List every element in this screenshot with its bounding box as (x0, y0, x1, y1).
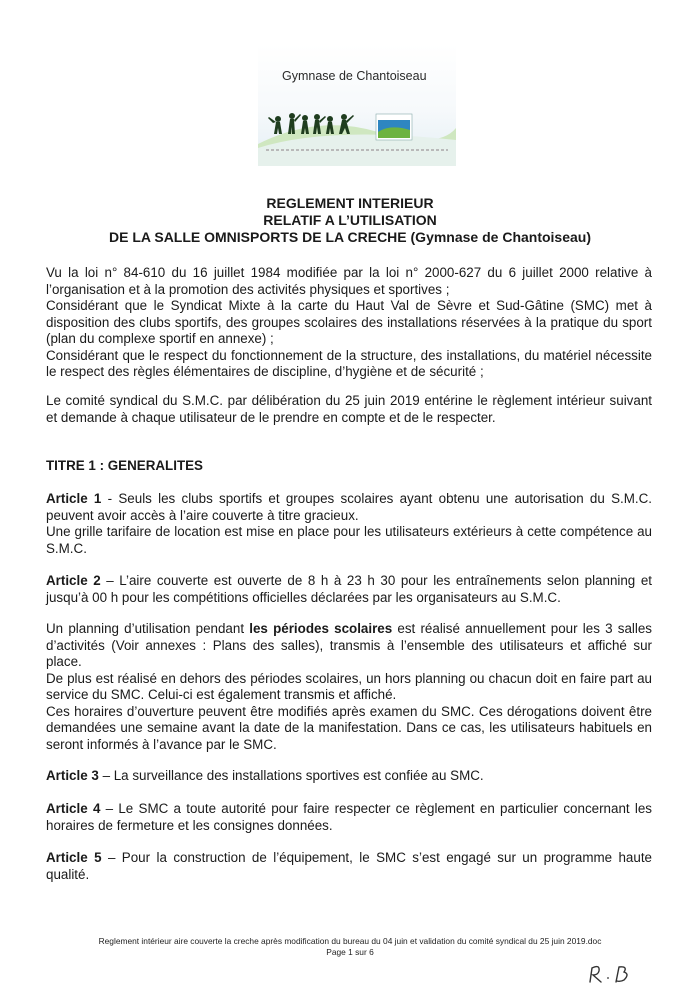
preamble-block (46, 265, 652, 381)
article-1-paragraph-2: Une grille tarifaire de location est mise en place pour les utilisateurs extérieurs à cette compétence au S.M.C. (46, 524, 652, 556)
preamble-paragraph-4: Le comité syndical du S.M.C. par délibération du 25 juin 2019 entérine le règlement intérieur suivant et demande à chaque utilisateur de le prendre en compte et de le respecter. (46, 393, 652, 425)
planning-bold-text: les périodes scolaires (249, 621, 393, 636)
handwritten-initials-signature (586, 962, 666, 986)
planning-text-pre: Un planning d’utilisation pendant (46, 621, 250, 636)
article-4-label: Article 4 (46, 801, 101, 816)
title-line-2: RELATIF A L’UTILISATION (263, 212, 437, 228)
article-1-label: Article 1 (46, 491, 102, 506)
article-5-label: Article 5 (46, 850, 102, 865)
article-2 (46, 573, 652, 606)
logo-badge-icon (376, 114, 412, 140)
logo-graphic (258, 44, 456, 166)
footer-filename: Reglement intérieur aire couverte la creche après modification du bureau du 04 juin et validation du comité syndical du 25 juin 2019.doc (98, 936, 602, 946)
article-2-text: – L’aire couverte est ouverte de 8 h à 23 h 30 pour les entraînements selon planning et jusqu’à 00 h pour les compétitions officielles déclarées par les organisateurs au S.M.C. (46, 573, 652, 605)
title-line-3: DE LA SALLE OMNISPORTS DE LA CRECHE (Gymnase de Chantoiseau) (108, 229, 592, 245)
gymnase-logo (258, 44, 456, 166)
preamble-paragraph-1: Vu la loi n° 84-610 du 16 juillet 1984 modifiée par la loi n° 2000-627 du 6 juillet 2000 relative à l’organisation et à la promotion des activités physiques et sportives ; (46, 265, 652, 297)
article-5 (46, 850, 652, 883)
logo-footer-fine-print (266, 149, 448, 151)
article-4 (46, 801, 652, 834)
preamble-paragraph-2: Considérant que le Syndicat Mixte à la carte du Haut Val de Sèvre et Sud-Gâtine (SMC) met à disposition des clubs sportifs, des groupes scolaires des installations réservées à la pratique du sport (plan du complexe sportif en annexe) ; (46, 298, 652, 346)
article-2-label: Article 2 (46, 573, 101, 588)
article-4-text: – Le SMC a toute autorité pour faire respecter ce règlement en particulier concernant les horaires de fermeture et les consignes données. (46, 801, 653, 833)
article-5-text: – Pour la construction de l’équipement, le SMC s’est engagé sur un programme haute qualité. (46, 850, 652, 882)
section-heading: TITRE 1 : GENERALITES (46, 458, 203, 473)
planning-paragraph-2: De plus est réalisé en dehors des périodes scolaires, un hors planning ou chacun doit en faire part au service du SMC. Celui-ci est également transmis et affiché. (46, 670, 652, 702)
planning-block (46, 621, 652, 753)
page-footer (0, 936, 700, 958)
document-title (0, 195, 700, 246)
preamble-paragraph-3: Considérant que le respect du fonctionnement de la structure, des installations, du matériel nécessite le respect des règles élémentaires de discipline, d’hygiène et de sécurité ; (46, 347, 652, 379)
article-3 (46, 768, 652, 785)
logo-title: Gymnase de Chantoiseau (282, 69, 427, 83)
article-1-text: - Seuls les clubs sportifs et groupes scolaires ayant obtenu une autorisation du S.M.C. peuvent avoir accès à l’aire couverte à titre gracieux. (46, 491, 652, 523)
article-3-text: – La surveillance des installations sportives est confiée au SMC. (98, 768, 484, 783)
planning-paragraph-1 (46, 621, 652, 671)
article-1-paragraph (46, 491, 652, 524)
footer-page-number: Page 1 sur 6 (326, 947, 374, 957)
article-3-label: Article 3 (46, 768, 99, 783)
planning-paragraph-3: Ces horaires d’ouverture peuvent être modifiés après examen du SMC. Ces dérogations doivent être demandées une semaine avant la date de la manifestation. Dans ce cas, les utilisateurs habituels en seront informés à l’avance par le SMC. (46, 703, 652, 752)
planning-text-post: est réalisé annuellement pour les 3 salles d’activités (Voir annexes : Plans des salles), transmis à l’ensemble des utilisateurs et affiché sur place. (46, 621, 652, 669)
title-line-1: REGLEMENT INTERIEUR (266, 195, 434, 211)
article-1 (46, 491, 652, 557)
article-2-paragraph (46, 573, 652, 606)
